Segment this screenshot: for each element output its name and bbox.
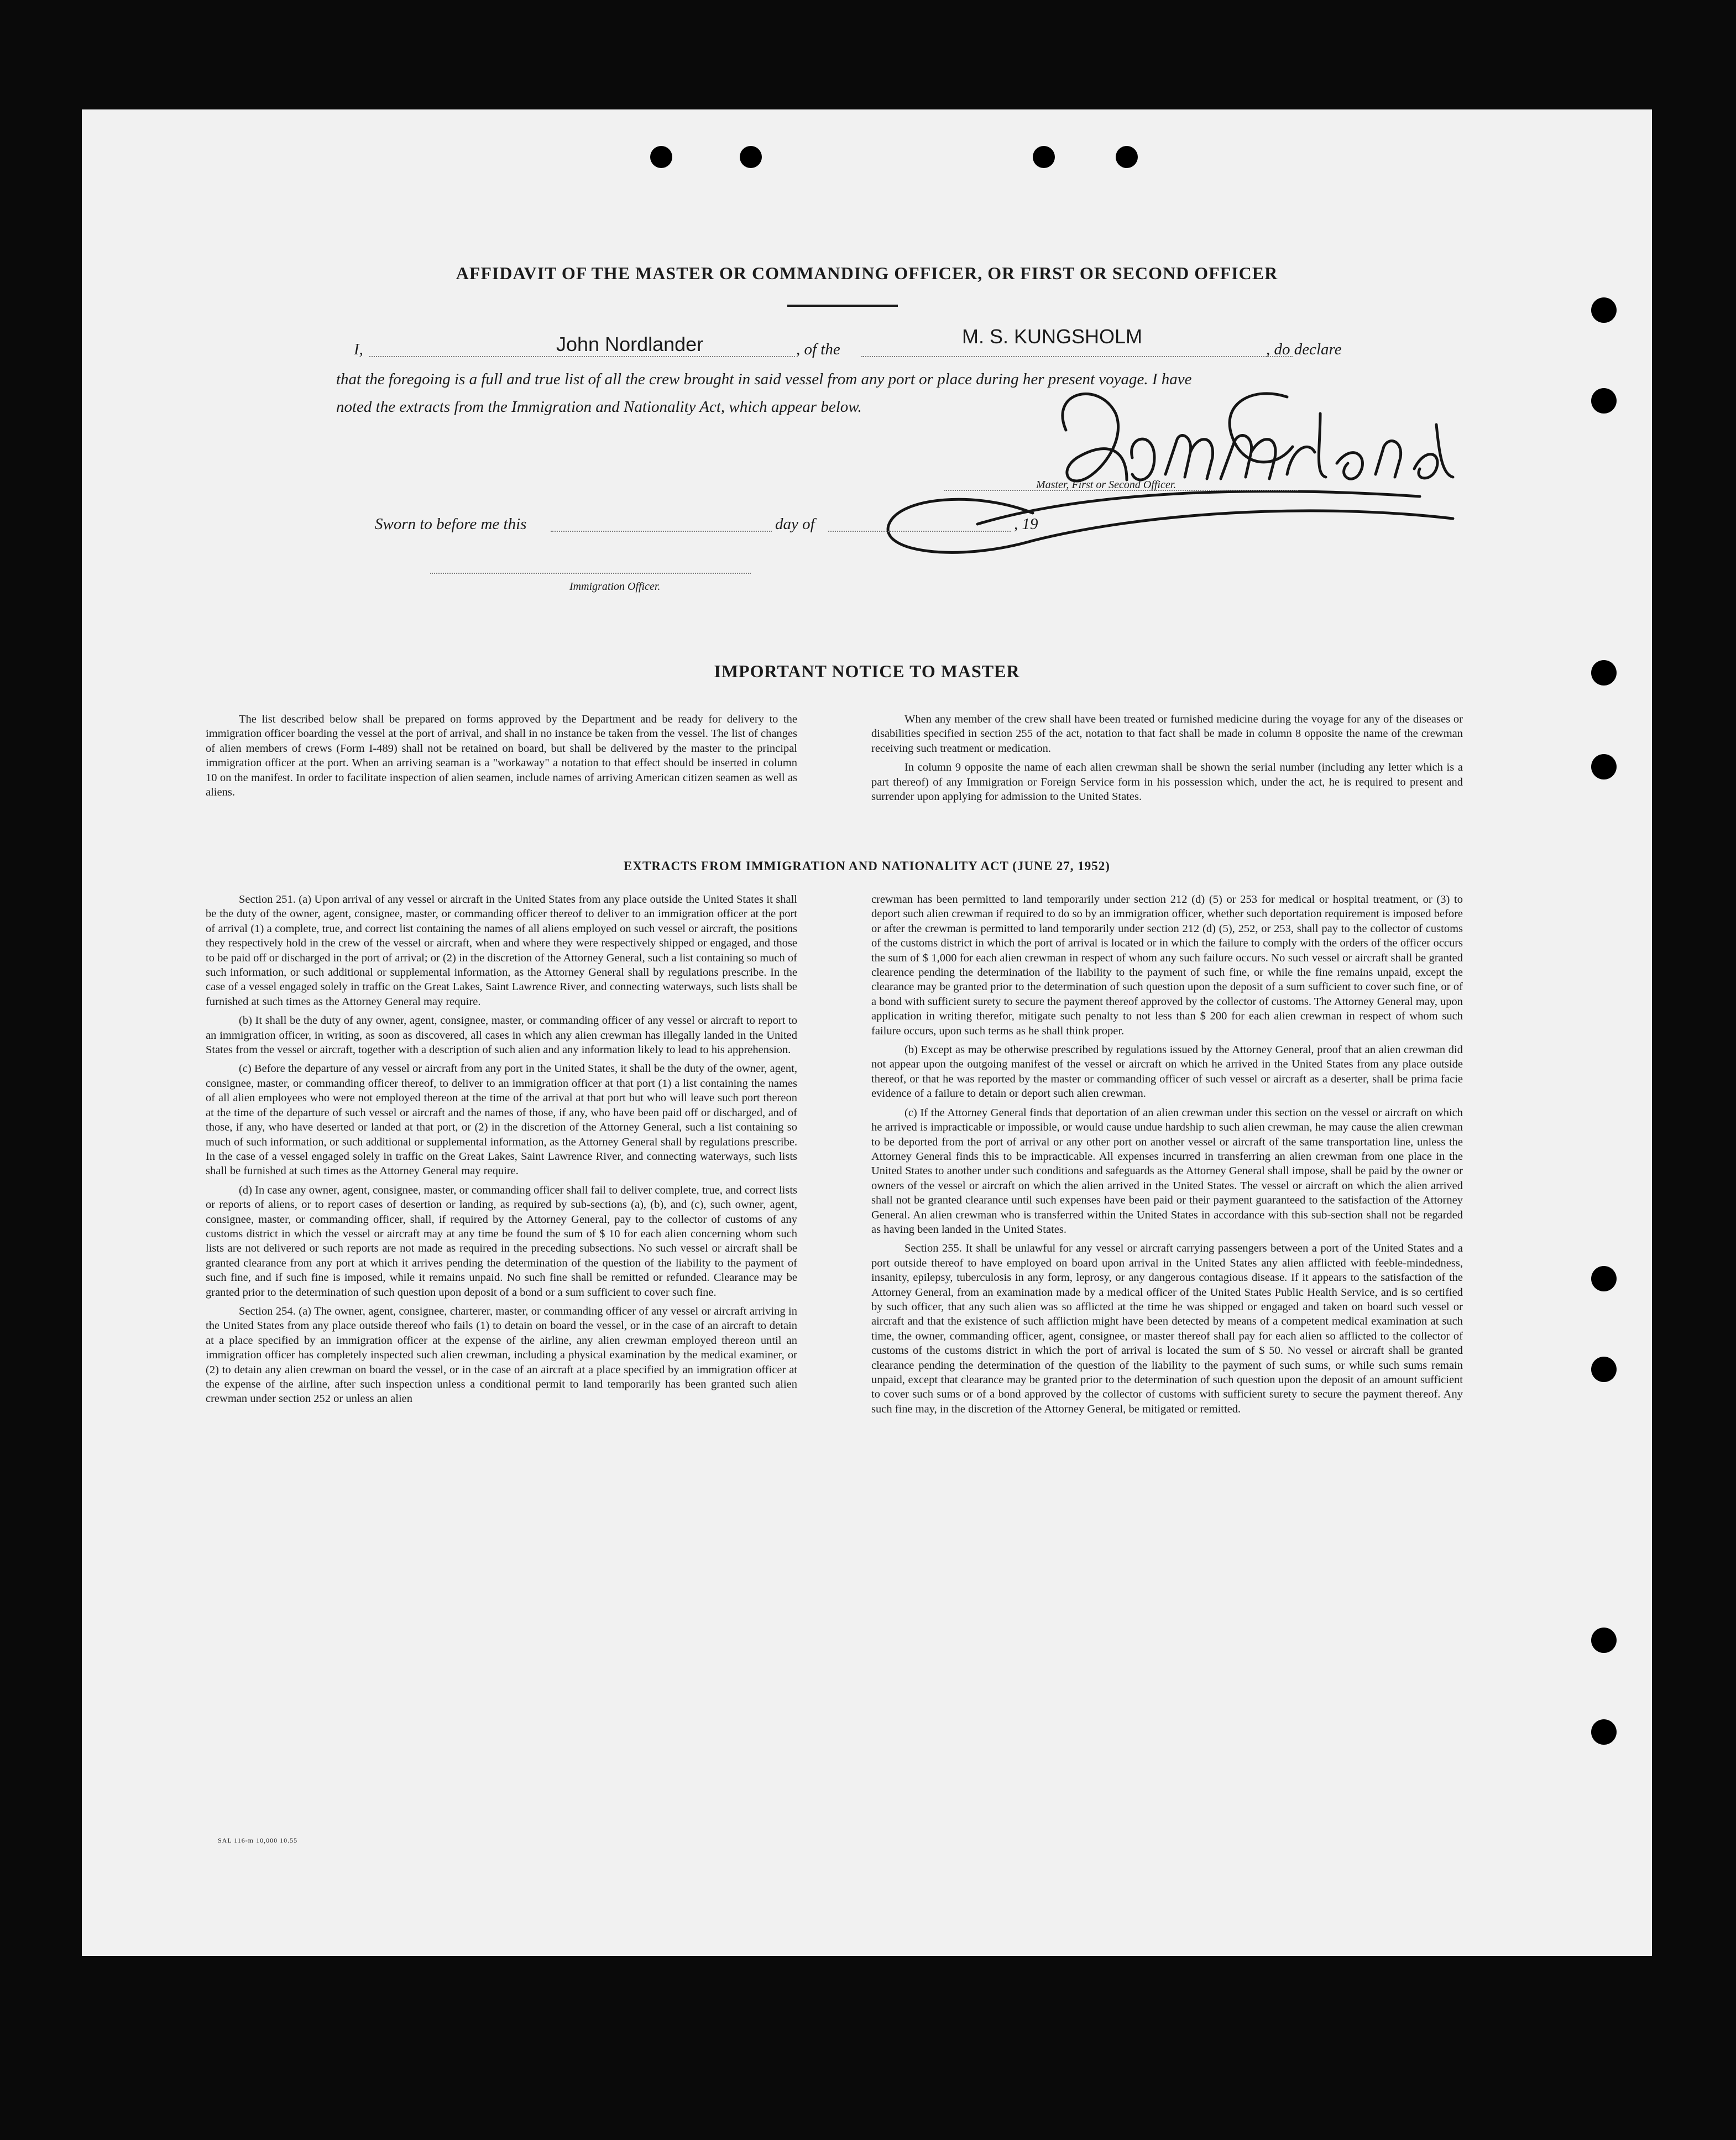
notice-paragraph: In column 9 opposite the name of each alien crewman shall be shown the serial number (including any letter which is a part thereof) of any Immigration or Foreign Service form in his possession which, under the act, he is required to present and surrender upon applying for admission to the United States.: [871, 761, 1463, 803]
signature-caption: Master, First or Second Officer.: [1036, 479, 1176, 491]
section-paragraph: (b) Except as may be otherwise prescribed by regulations issued by the Attorney General, proof that an alien crewman did not appear upon the outgoing manifest of the vessel or aircraft on which he arrived in the United States from any place outside thereof, or that he was reported by the master or commanding officer of such vessel or aircraft as a deserter, shall be prima facie evidence of a failure to detain or deport such alien crewman.: [871, 1044, 1463, 1100]
section-paragraph: (d) In case any owner, agent, consignee, master, or commanding officer shall fail to deliver complete, true, and correct lists or reports of aliens, or to report cases of desertion or landing, as required by sub-sections (a), (b), and (c), such owner, agent, consignee, master, or commanding officer, shall, if required by the Attorney General, pay to the collector of customs of any customs district in which the vessel or aircraft may at any time be found the sum of $ 10 for each alien concerning whom such lists are not delivered or such reports are not made as required in the preceding subsections. No such vessel or aircraft shall be granted clearance from any port at which it arrives pending the determination of the question of the liability to the payment of such fine, and if such fine is imposed, while it remains unpaid. No such fine shall be remitted or refunded. Clearance may be granted prior to the determination of such question upon deposit of a bond or a sum sufficient to cover such fine.: [206, 1184, 797, 1299]
handwritten-signature: [867, 380, 1475, 568]
vessel-name: M. S. KUNGSHOLM: [962, 325, 1143, 348]
master-name: John Nordlander: [556, 333, 704, 355]
notice-heading: IMPORTANT NOTICE TO MASTER: [714, 661, 1020, 681]
section-paragraph: Section 254. (a) The owner, agent, consignee, charterer, master, or commanding officer of any vessel or aircraft arriving in the United States from any place outside thereof who fails (1) to detain on board the vessel, or in the case of an aircraft to detain at a place specified by an immigration officer at the expense of the airline, any alien crewman employed thereon until an immigration officer has completely inspected such alien crewman, including a physical examination by the medical examiner, or (2) to detain any alien crewman on board the vessel, or in the case of an aircraft at a place specified by an immigration officer at the expense of the airline, after such inspection unless a conditional permit to land temporarily has been granted such alien crewman under section 252 or unless an alien: [206, 1305, 797, 1405]
punch-hole: [1591, 297, 1617, 323]
section-paragraph: crewman has been permitted to land temporarily under section 212 (d) (5) or 253 for medical or hospital treatment, or (3) to deport such alien crewman if required to do so by an immigration officer, whether such deportation requirement is imposed before or after the crewman is permitted to land temporarily under section 212 (d) (5), 252, or 253, shall pay to the collector of customs of the customs district in which the port of arrival is located or in which the failure to comply with the orders of the officer occurs the sum of $ 1,000 for each alien crewman in respect of whom any such failure occurs. No such vessel or aircraft shall be granted clearence pending the determination of the liability to the payment of such fine, or while the fine remains unpaid, except the clearance may be granted prior to the determination of such question upon the deposit of a sum sufficient to cover such fine, or of a bond with sufficient surety to secure the payment thereof approved by the collector of customs. The Attorney General may, upon application in writing therefor, mitigate such penalty to not less than $ 200 for each alien crewman in respect of whom such failure occurs, upon such terms as he shall think proper.: [871, 893, 1463, 1037]
officer-signature-line: [430, 573, 751, 574]
punch-hole: [1033, 146, 1055, 168]
document-page: [82, 109, 1652, 1956]
punch-hole: [1591, 1357, 1617, 1382]
punch-hole: [740, 146, 762, 168]
section-paragraph: (c) If the Attorney General finds that deportation of an alien crewman under this section on the vessel or aircraft on which he arrived is impracticable or impossible, or would cause undue hardship to such alien crewman, he may cause the alien crewman to be deported from the port of arrival or any other port on another vessel or aircraft of the same transportation line, unless the Attorney General finds this to be impracticable. All expenses incurred in transferring an alien crewman from one place in the United States to another under such conditions and safeguards as the Attorney General shall impose, shall be paid by the owner or owners of the vessel or aircraft on which the alien arrived in the United States. The vessel or aircraft on which the alien arrived shall not be granted clearance until such expenses have been paid or their payment guaranteed to the satisfaction of the Attorney General. An alien crewman who is transferred within the United States in accordance with this sub-section shall not be regarded as having been landed in the United States.: [871, 1106, 1463, 1236]
notice-right-column: [871, 712, 1463, 808]
section-paragraph: Section 255. It shall be unlawful for any vessel or aircraft carrying passengers between a port of the United States and a port outside thereof to have employed on board upon arrival in the United States any alien afflicted with feeble-mindedness, insanity, epilepsy, tuberculosis in any form, leprosy, or any dangerous contagious disease. If it appears to the satisfaction of the Attorney General, from an examination made by a medical officer of the United States Public Health Service, and is so certified by such officer, that any such alien was so afflicted at the time he was shipped or engaged and taken on board such vessel or aircraft and that the existence of such affliction might have been detected by means of a competent medical examination at such time, the owner, commanding officer, agent, consignee, or master thereof shall pay for each alien so afflicted to the collector of customs of the customs district in which the port of arrival is located the sum of $ 50. No vessel or aircraft shall be granted clearance pending the determination of the question of the liability to the payment of such sums, or while such sums remain unpaid, except that clearance may be granted prior to the determination of such question upon the deposit of an amount sufficient to cover such sums or of a bond approved by the collector of customs with sufficient surety to secure the payment thereof. Any such fine may, in the discretion of the Attorney General, be mitigated or remitted.: [871, 1242, 1463, 1415]
title-divider: [787, 305, 898, 307]
section-paragraph: Section 251. (a) Upon arrival of any vessel or aircraft in the United States from any place outside the United States it shall be the duty of the owner, agent, consignee, master, or commanding officer thereof to deliver to an immigration officer at the port of arrival (1) a complete, true, and correct list containing the names of all aliens employed on such vessel or aircraft, the positions they respectively hold in the crew of the vessel or aircraft, when and where they were respectively shipped or engaged, and those to be paid off or discharged in the port of arrival; or (2) in the discretion of the Attorney General, such a list containing so much of such information, or such additional or supplemental information, as the Attorney General shall by regulations prescribe. In the case of a vessel engaged solely in traffic on the Great Lakes, Saint Lawrence River, and connecting waterways, such lists shall be furnished at such times as the Attorney General may require.: [206, 893, 797, 1008]
extracts-right-column: [871, 892, 1463, 1421]
punch-hole: [1591, 1266, 1617, 1291]
punch-hole: [1591, 388, 1617, 414]
extracts-left-column: [206, 892, 797, 1411]
form-footer: SAL 116-m 10,000 10.55: [218, 1836, 298, 1844]
do-declare-label: , do declare: [1266, 341, 1342, 358]
of-the-label: , of the: [796, 341, 840, 358]
extracts-heading: EXTRACTS FROM IMMIGRATION AND NATIONALITY ACT (JUNE 27, 1952): [624, 859, 1110, 873]
sworn-day-line: [551, 531, 772, 532]
sworn-month-line: [828, 531, 1011, 532]
name-line: [369, 356, 795, 357]
declaration-prefix: I,: [354, 341, 363, 358]
year-label: , 19: [1014, 515, 1038, 533]
punch-hole: [1591, 754, 1617, 779]
officer-caption: Immigration Officer.: [569, 580, 661, 593]
vessel-line: [861, 356, 1293, 357]
punch-hole: [1116, 146, 1138, 168]
section-paragraph: (c) Before the departure of any vessel or aircraft from any port in the United States, it shall be the duty of the owner, agent, consignee, master, or commanding officer thereof, to deliver to an immigration officer at that port (1) a list containing the names of all alien employees who were not employed thereon at the time of the arrival at that port but who will leave such port thereon at the time of the departure of such vessel or aircraft and the names of those, if any, who have been paid off or discharged, and of those, if any, who have deserted or landed at that port, or (2) in the discretion of the Attorney General, such a list containing so much of such information, or such additional or supplemental information, as the Attorney General shall by regulations prescribe. In the case of a vessel engaged solely in traffic on the Great Lakes, Saint Lawrence River, and connecting waterways, such lists shall be furnished at such times as the Attorney General may require.: [206, 1063, 797, 1178]
section-paragraph: (b) It shall be the duty of any owner, agent, consignee, master, or commanding officer of any vessel or aircraft to report to an immigration officer, in writing, as soon as discovered, all cases in which any alien crewman has illegally landed in the United States from the vessel or aircraft, together with a description of such alien and any information likely to lead to his apprehension.: [206, 1014, 797, 1056]
sworn-label: Sworn to before me this: [375, 515, 527, 533]
notice-paragraph: The list described below shall be prepared on forms approved by the Department and be ready for delivery to the immigration officer boarding the vessel at the port of arrival, and shall in no instance be taken from the vessel. The list of changes of alien members of crews (Form I-489) shall not be retained on board, but shall be delivered by the master to the principal immigration officer at the port. When an arriving seaman is a "workaway" a notation to that effect should be inserted in column 10 on the manifest. In order to facilitate inspection of alien seamen, include names of arriving American citizen seamen as well as aliens.: [206, 713, 797, 799]
affidavit-title: AFFIDAVIT OF THE MASTER OR COMMANDING OFFICER, OR FIRST OR SECOND OFFICER: [456, 263, 1278, 283]
declaration-statement: that the foregoing is a full and true list of all the crew brought in said vessel from any port or place during her present voyage. I have: [336, 370, 1192, 388]
punch-hole: [1591, 1719, 1617, 1745]
punch-hole: [1591, 1628, 1617, 1653]
notice-paragraph: When any member of the crew shall have been treated or furnished medicine during the voyage for any of the diseases or disabilities specified in section 255 of the act, notation to that fact shall be made in column 8 opposite the name of the crewman receiving such treatment or medication.: [871, 713, 1463, 755]
punch-hole: [650, 146, 672, 168]
day-of-label: day of: [775, 515, 815, 533]
declaration-statement-cont: noted the extracts from the Immigration and Nationality Act, which appear below.: [336, 398, 862, 416]
notice-left-column: [206, 712, 797, 804]
